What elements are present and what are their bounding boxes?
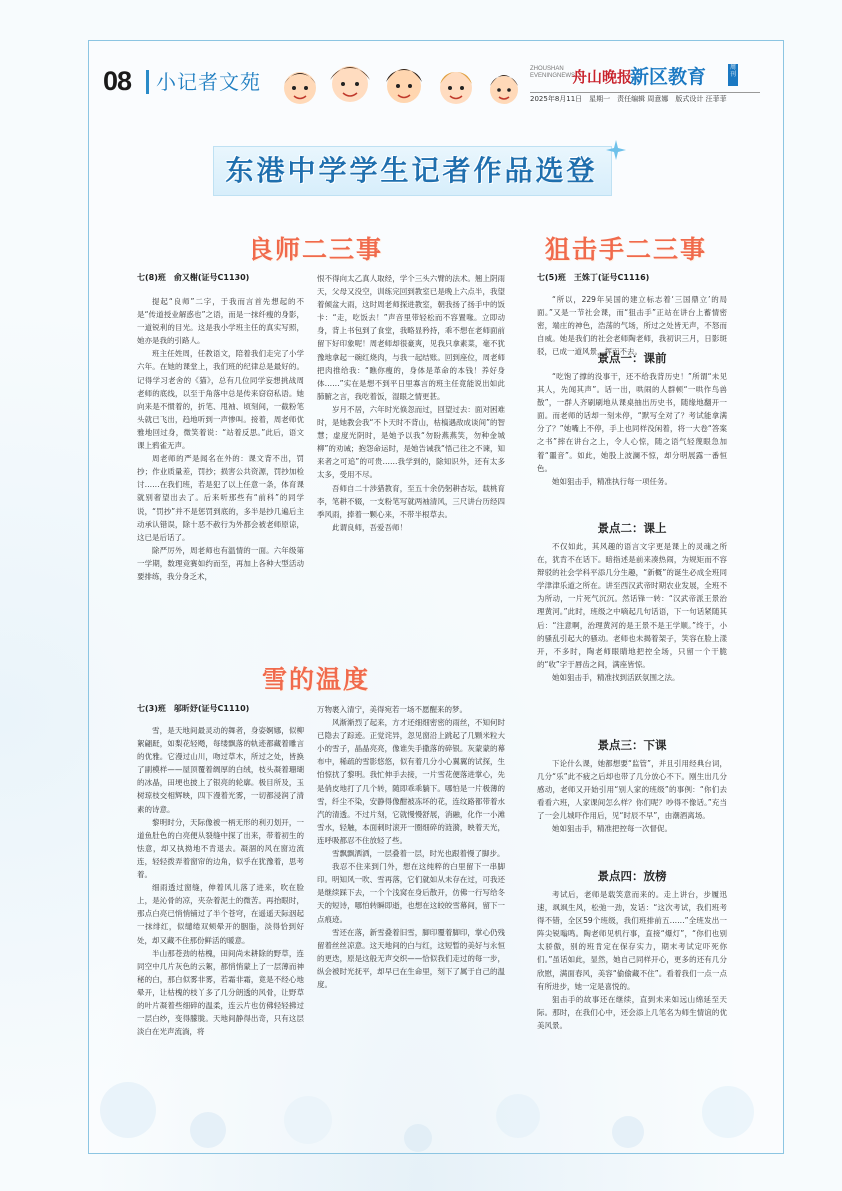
byline-sniper: 七(5)班 王姝丁(证号C1116) xyxy=(537,273,650,282)
banner-title: 东港中学学生记者作品选登 xyxy=(225,154,598,187)
article-sniper-sec1 xyxy=(537,370,727,514)
article-snow-col2 xyxy=(317,703,505,1064)
child-face-5 xyxy=(490,75,518,104)
article-title-teacher-text: 良师二三事 xyxy=(248,235,384,264)
byline-teacher: 七(8)班 俞又榭(证号C1130) xyxy=(137,273,250,282)
article-sniper-intro xyxy=(537,293,727,357)
bubbles-decoration xyxy=(88,1050,782,1160)
article-title-snow-text: 雪的温度 xyxy=(262,665,371,694)
article-snow-col1 xyxy=(137,724,304,1064)
masthead-rule xyxy=(530,92,760,93)
child-face-2 xyxy=(330,66,370,102)
child-face-1 xyxy=(284,72,316,104)
subheading-3: 景点三：下课 xyxy=(597,738,667,752)
paragraph: 考试后，老师是载笑意而来的。走上讲台，步履迅速，飒飒生风，松弛一劲，发话：“这次考试，我们班考得不错，全区59个班级，我们班排前五……”全班发出一阵尖锐嗡鸣。陶老师见机行事，直接“爆灯”，“你们也别太骄傲，别的班肯定在保存实力，期末考试定吓死你们。”虽话如此，显然，她自己同样开心，更多的还有几分欣慰，满面春风，美容“偷偷藏不住”。看着我们一点一点有所进步，她一定是喜悦的。 xyxy=(537,890,727,991)
article-sniper-sec3 xyxy=(537,757,727,861)
article-sniper-sec4 xyxy=(537,888,727,1064)
masthead-english: ZHOUSHAN EVENINGNEWS xyxy=(530,66,576,79)
paragraph: 雪飘飘洒洒，一层叠着一层，时光也跟着慢了脚步。 xyxy=(332,849,505,859)
article-sniper-sec2 xyxy=(537,540,727,730)
paragraph: “吃饱了撑的没事干，还不给我背历史！”所谓“未见其人，先闻其声”。话一出，哄闹的人群顿“一哄作鸟兽散”，一群人齐刷刷地从课桌抽出历史书，随缘地翻开一面。而老师的话却一刻未停，“默写全对了？考试能拿满分了？”她嘴上不停，手上也同样没闲着，将一大卷“答案之书”摔在讲台之上，令人心惊，随之语气轻蔑眼急加着“噩音”。如此，她股上波澜不惊，却分明展露一番恒色。 xyxy=(537,372,727,473)
masthead-badge: 周刊 xyxy=(728,64,738,86)
paragraph: 提起“良师”二字，于我而言首先想起的不是“传道授业解惑也”之语，而是一抹纤瘦的身影，一道锐利的目光。这是我小学班主任的真实写照，她亦是我的引路人。 xyxy=(137,297,304,346)
paragraph: 恨不得向太乙真人取经，学个三头六臂的法术。翘上阴雨天，父母又没空，训练完回到教室已是晚上六点半，我望着倾盆大雨，这时周老师探进教室，朝我扬了扬手中的饭卡：“走，吃饭去！”声音里带轻松而不容置喙。立即动身，背上书包到了食堂，我略显矜持，乖不想在老师面前留下好印象呢！周老师却很豪爽，见我只拿素菜，毫不犹豫地拿起一碗红烧肉，与我一起结账。回到座位，周老师把肉推给我：“瞧你瘦的，身体是革命的本钱！养好身体……”实在是想不到平日里寡言的班主任竟能说出如此肺腑之言，我吃着饭，湿眼之情更甚。 xyxy=(317,274,505,401)
paragraph: 吾师自二十涉猎教育，至五十余仍躬耕杏坛，载桃育李，笔耕不辍，一支粉笔写就两袖清风，三尺讲台历经四季风雨，捧着一颗心来，不带半根草去。 xyxy=(317,483,505,519)
paragraph: 岁月不居，六年时光倏忽而过，回望过去：面对困难时，是她教会我“不卜天时不背山，枯槁遇敌成谈间”的智慧；虚度光阴时，是她予以我“勿盼燕燕笑，勿种金城柳”的劝诫；抱怨命运时，是她告诫我“悟己往之不谏，知来者之可追”的可贵……我学到的，除知识外，还有太多太多，受用不尽。 xyxy=(317,404,505,480)
paragraph: 此谓良师，吾爱吾师！ xyxy=(332,522,407,532)
paragraph: 雪还在落，新雪叠着旧雪，脚印覆着脚印，掌心仍残留着丝丝凉意。这天地间的白与红，这短暂的美好与永恒的更迭，原是这般无声交织——恰似我们走过的每一步，纵会被时光抚平，却早已在生命里，刻下了属于自己的温度。 xyxy=(317,927,505,989)
subheading-2: 景点二：课上 xyxy=(597,521,667,535)
article-teacher-col2 xyxy=(317,272,505,607)
article-title-teacher xyxy=(248,230,383,266)
paragraph: 风渐渐烈了起来，方才还细细密密的雨丝，不知何时已隐去了踪迹。正觉诧异，忽见窗沿上跳起了几颗米粒大小的雪子，晶晶亮亮，像谁失手撒落的碎银。灰蒙蒙的幕布中，稀疏的雪影悠悠，似有着几分小心翼翼的试探，生怕惊扰了黎明。我忙伸手去接，一片雪花便落进掌心，先是俏皮地打了几个转，随即乖乖躺下。哪怕是一片极薄的雪，纤尘不染，安静得像酣被冻坏的花，连纹路都带着水汽的清透。不过片刻，它就慢慢舒展，消融，化作一小滩雪水，轻触，本面刺时滚开一圈细碎的涟漪，映着天光，连呼吸都忍不住放轻了些。 xyxy=(317,718,505,845)
paragraph: 她如狙击手，精准把控每一次督促。 xyxy=(552,824,672,834)
subheading-4: 景点四：放榜 xyxy=(597,869,667,883)
paragraph: 她如狙击手，精准找到活跃氛围之法。 xyxy=(552,672,680,682)
article-title-snow xyxy=(262,660,370,696)
paragraph: 班主任姓周，任教语文，陪着我们走完了小学六年。在她的课堂上，我们班的纪律总是最好的。记得学习老舍的《猫》，总有几位同学妄想挑战周老师的底线，以至于角落中总是传来窃窃私语。她向来是不惯着的，折笔、甩袖、顷刻间，一截粉笔头就已飞出，趋地听到一声惨叫。接着，周老师优雅地回过身，微笑着说：“站着反思。”此后，语文课上鸦雀无声。 xyxy=(137,349,304,451)
subheading-1: 景点一：课前 xyxy=(597,351,667,365)
masthead-section-title: 新区教育 xyxy=(630,66,707,88)
paragraph: 雪，是天地间最灵动的舞者，身姿婀娜，似柳絮翩跹，如梨花轻飏，每缕飘落的轨迹都藏着雕言的优雅。它漫过山川，吻过草木，所过之处，皆换了副模样——屋顶覆着绸厚的白绒，枝头凝着珊瑚的冰晶，田埂也披上了银亮的轮廓。极目所及，玉树琼枝交相辉映，四下漫着光雾，一切都浸润了清素的诗意。 xyxy=(137,726,304,814)
children-illustration xyxy=(270,48,530,118)
paragraph: 半山那苍劲的枯槐，田间尚未耕除的野草，连同空中几片灰色的云絮，都悄悄蒙上了一层薄而神秘的白，那白似雾非雾，若霜非霜，竟是不经心地晕开，让枯槐的枝丫多了几分朗透的风骨，让野草的叶片凝着些细碎的温柔，连云片也仿佛轻轻拂过一层白纱，变得朦胧。天地间静得出奇，只有这层淡白在光声流淌，将 xyxy=(137,948,304,1037)
article-title-sniper xyxy=(545,230,707,266)
paragraph: 万物裹入清宁，美得宛若一场不愿醒来的梦。 xyxy=(317,705,467,714)
paragraph: 细雨透过窗缝，伸着风儿落了进来，吹在脸上，是沁骨的凉，夹杂着泥土的微苦。再抬眼时，那点白亮已悄悄铺过了半个苍穹，在遥遥天际洇起一抹绯红，似缱绻双颊晕开的胭脂，淡得恰到好处，却又藏不住那份鲜活的暖意。 xyxy=(137,883,304,945)
byline-snow: 七(3)班 邬昕妤(证号C1110) xyxy=(137,704,250,713)
header-divider xyxy=(146,70,149,94)
article-teacher-col1 xyxy=(137,295,304,607)
child-face-4 xyxy=(440,72,472,104)
paragraph: 下论什么课，她都想要“监管”，并且引用经典台词，几分“乐”此不疲之后却也带了几分放心不下。刚生出几分感动，老师又开始引用“别人家的班级”的事例：“你们去看看六班，人家课间怎么样？你们呢？吵得不像话。”充当了一会儿城吓作用后，见“时辰不早”，由潮酒离场。 xyxy=(537,759,727,821)
child-face-3 xyxy=(386,69,422,103)
section-title: 小记者文苑 xyxy=(156,70,261,94)
article-title-sniper-text: 狙击手二三事 xyxy=(545,235,708,264)
paragraph: 我忍不住来到门外，想在这纯粹的白里留下一串脚印。明知风一吹、雪再落，它们就如从未存在过，可我还是继续踩下去，一个个浅窝在身后散开，仿佛一行写给冬天的短诗，哪怕转瞬即逝，也想在这皎皎雪幕间，留下一点痕迹。 xyxy=(317,862,505,924)
paragraph: 黎明时分，天际像被一柄无形的利刃划开，一道鱼肚色的白亮便从裂缝中探了出来，带着初生的怯意，却又执拗地不肯退去。凝涸的风在窗边流连，轻轻拨弄着窗帘的边角，似乎在犹豫着，思考着。 xyxy=(137,817,304,880)
page-number: 08 xyxy=(103,66,132,96)
paragraph: 不仅如此，其风趣的语言文字更是课上的灵魂之所在，犹肯不在话下。暗指述是前来凑热闹，为规矩而不容辩驳的社会学科平添几分生趣，“新概”的诞生必成全班同学津津乐道之所在。讲至西汉武帝时期农业发展，全班不为所动，一片死气沉沉。然话锋一转：“汉武帝派王景治理黄河。”此时，班级之中嘀起几句话语，下一句话紧随其后：“注意啊，治理黄河的是王景不是王学顺。”终于，小的骚乱引起大的骚动。老师也未揭着架子，笑容在脸上漾开，不多时，陶老师眼睛地把控全场，只留一个干脆的“收”字于唇齿之间，满座皆惊。 xyxy=(537,542,727,669)
paragraph: “所以，229年吴国的建立标志着‘三国鼎立’的局面。”又是一节社会课，而“狙击手”正站在讲台上蓄情密密，端庄的神色，浩荡的气场，所过之处皆无声，不怒而自威。她是我们的社会老师陶老师，我初识三月，日影斑驳，已成一道风景，挥而不去。 xyxy=(537,295,727,357)
paragraph: 她如狙击手，精准执行每一项任务。 xyxy=(552,476,672,486)
paragraph: 除严厉外，周老师也有温情的一面。六年级第一学期，数理竞赛如约而至，再加上各种大型活动要排练，我分身乏术， xyxy=(137,545,304,581)
paragraph: 周老师的严是闻名在外的：课文背不出，罚抄；作业质量差，罚抄；损害公共资源，罚抄加检讨……在我们班，若是犯了以上任意一条，体育课就别奢望出去了。后来听那些有“前科”的同学说，“罚抄”并不是惩罚到底的，多半是抄几遍后主动承认错误，除十恶不赦行为外都会被老师原谅，这已是后话了。 xyxy=(137,454,304,542)
paragraph: 狙击手的故事还在继续，直到未来如远山绵延至天际。那时，在我们心中，还会添上几笔名为师生情谊的优美风景。 xyxy=(537,994,727,1030)
masthead-meta: 2025年8月11日 星期一 责任编辑 周意娜 版式设计 汪菲菲 xyxy=(530,95,727,103)
masthead-paper-name: 舟山晚报 xyxy=(572,68,633,86)
